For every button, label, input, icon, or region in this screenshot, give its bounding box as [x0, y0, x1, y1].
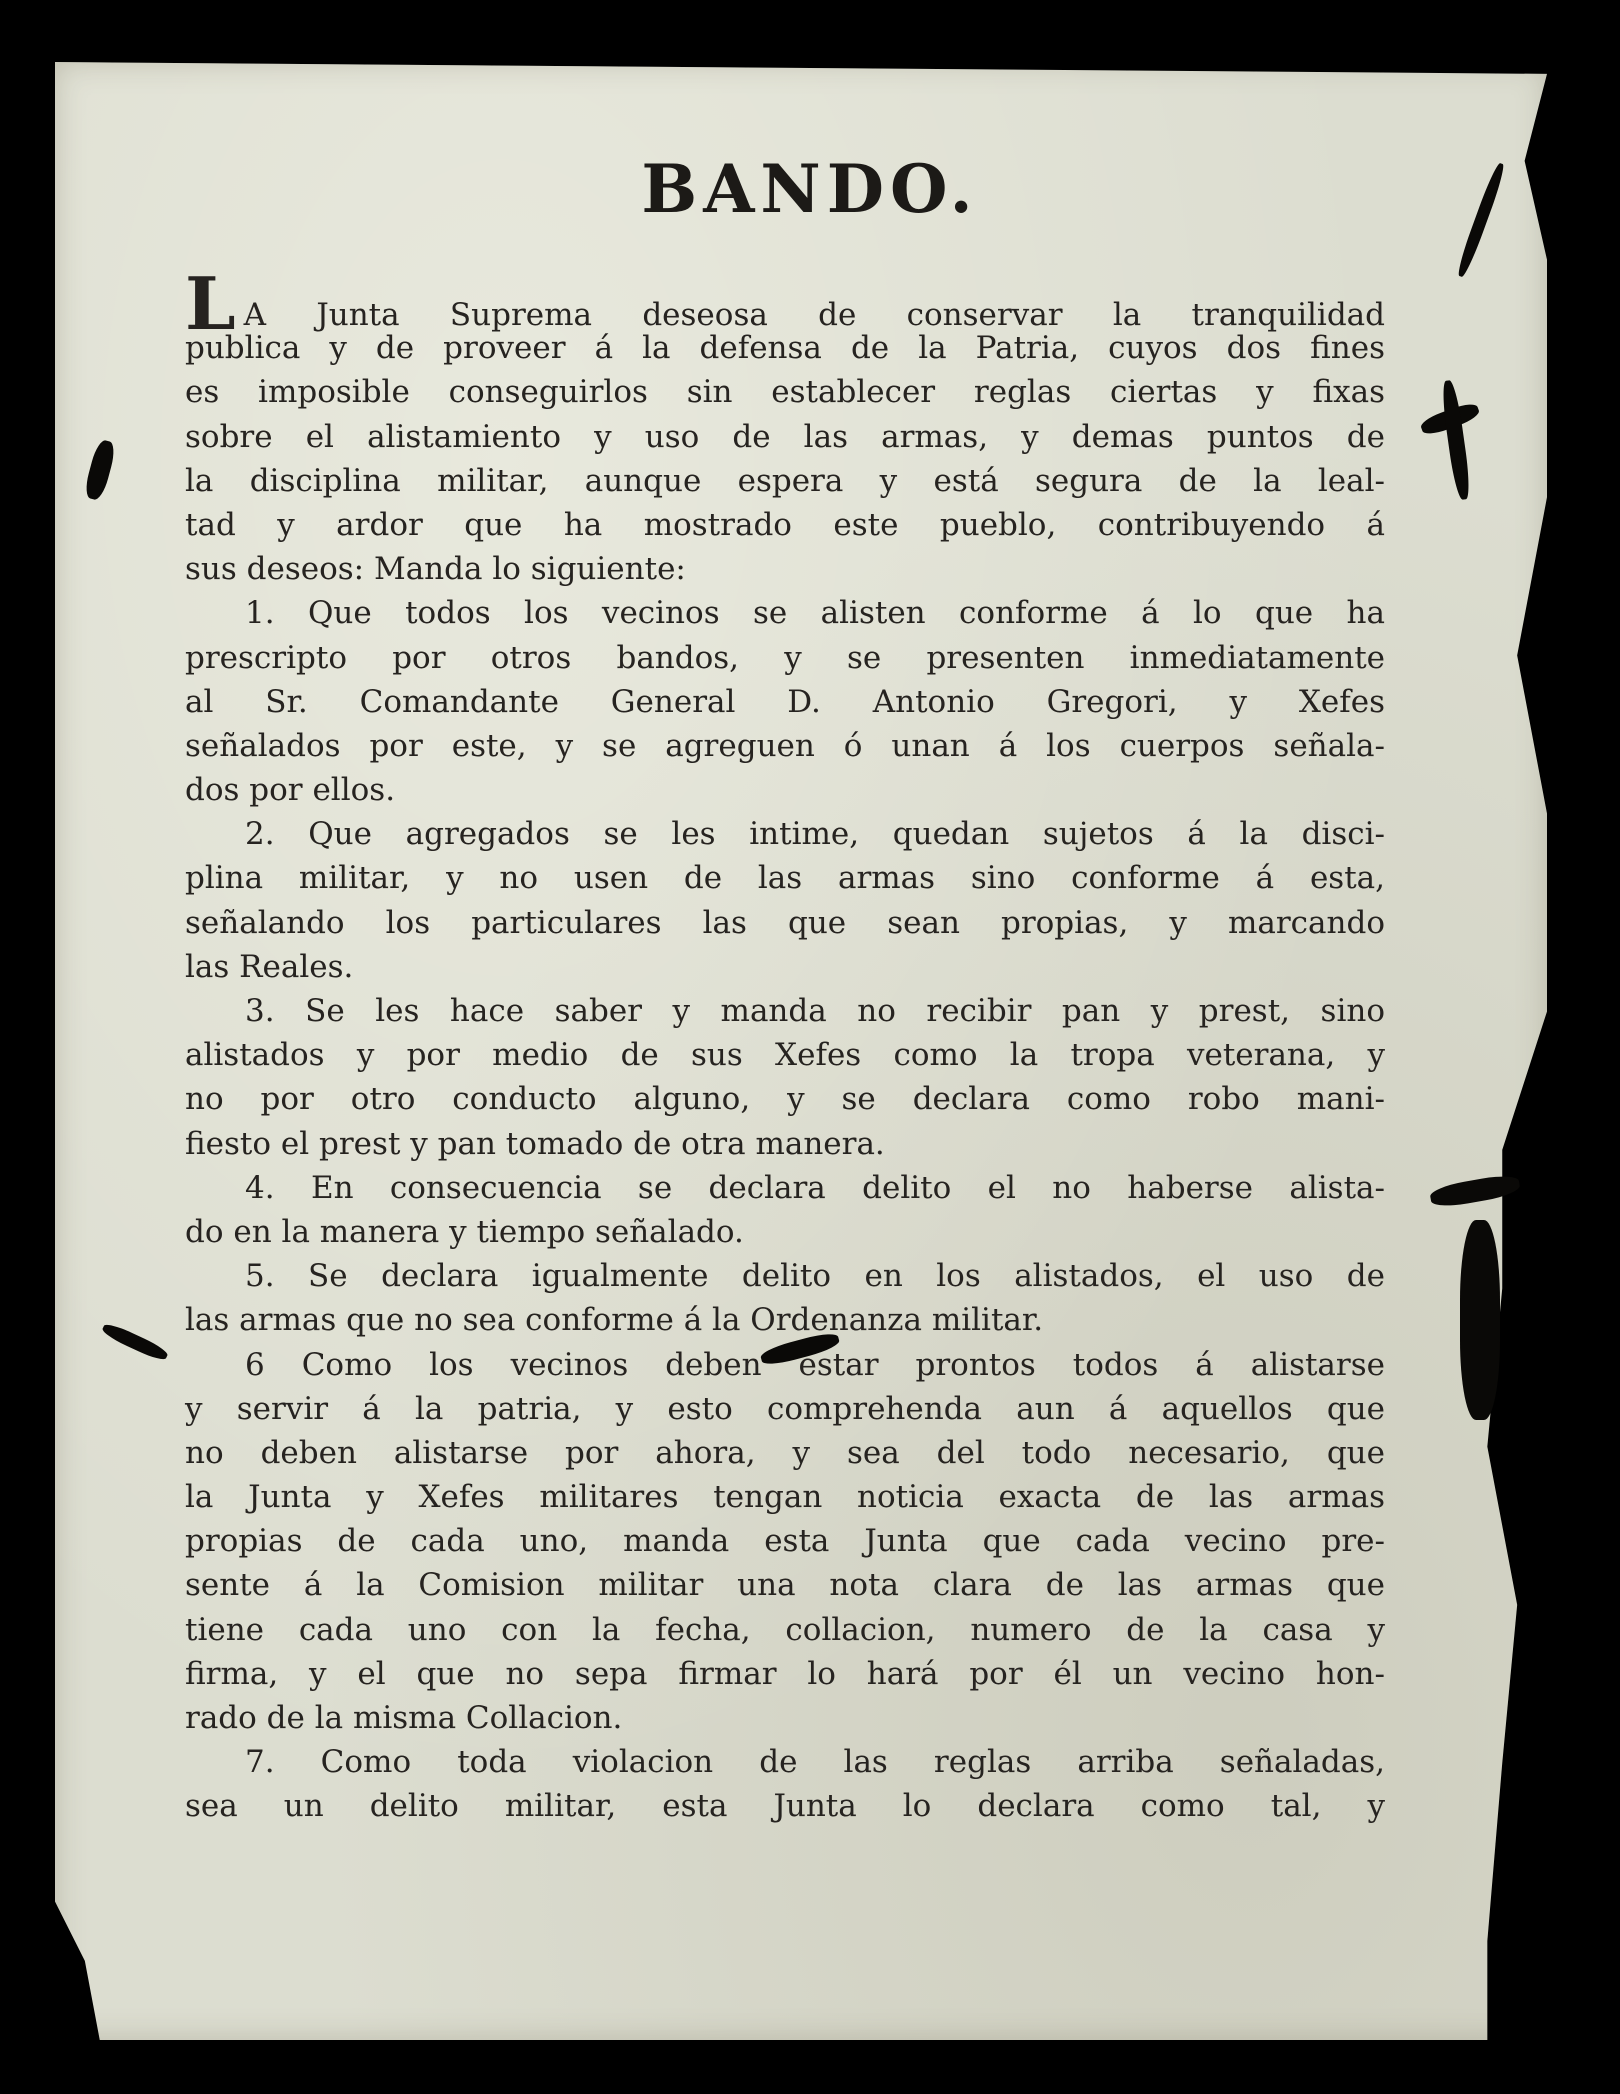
- text-line: es imposible conseguirlos sin establecer reglas ciertas y fixas: [185, 374, 1385, 411]
- text-line: sus deseos: Manda lo siguiente:: [185, 551, 686, 588]
- drop-cap: L: [185, 261, 236, 346]
- text-line: 4. En consecuencia se declara delito el no haberse alista-: [245, 1169, 1385, 1206]
- text-line: alistados y por medio de sus Xefes como la tropa veterana, y: [185, 1037, 1385, 1074]
- text-line: señalados por este, y se agreguen ó unan á los cuerpos señala-: [185, 727, 1385, 764]
- text-line: prescripto por otros bandos, y se presenten inmediatamente: [185, 639, 1385, 676]
- text-line: 6 Como los vecinos deben estar prontos todos á alistarse: [245, 1346, 1385, 1383]
- text-line: señalando los particulares las que sean propias, y marcando: [185, 904, 1385, 941]
- text-line: L A Junta Suprema deseosa de conservar la tranquilidad: [185, 261, 1385, 346]
- text-line: la disciplina militar, aunque espera y está segura de la leal-: [185, 462, 1385, 499]
- text-line: plina militar, y no usen de las armas sino conforme á esta,: [185, 860, 1385, 897]
- document-body: [185, 261, 1385, 1829]
- text-line: las Reales.: [185, 948, 354, 985]
- text-line: rado de la misma Collacion.: [185, 1700, 623, 1736]
- text-line: 1. Que todos los vecinos se alisten conforme á lo que ha: [245, 595, 1385, 632]
- ink-blot: [1460, 1220, 1500, 1420]
- text-line: tad y ardor que ha mostrado este pueblo, contribuyendo á: [185, 506, 1385, 543]
- text-line: y servir á la patria, y esto comprehenda aun á aquellos que: [185, 1390, 1385, 1427]
- text-line: sobre el alistamiento y uso de las armas, y demas puntos de: [185, 418, 1385, 455]
- text-line: firma, y el que no sepa firmar lo hará por él un vecino hon-: [185, 1655, 1385, 1692]
- text-line: las armas que no sea conforme á la Ordenanza militar.: [185, 1302, 1044, 1339]
- text-line: sea un delito militar, esta Junta lo declara como tal, y: [185, 1788, 1385, 1825]
- text-line: propias de cada uno, manda esta Junta que cada vecino pre-: [185, 1523, 1385, 1560]
- text-line: sente á la Comision militar una nota clara de las armas que: [185, 1567, 1385, 1604]
- text-line: no deben alistarse por ahora, y sea del todo necesario, que: [185, 1434, 1385, 1471]
- text-line: fiesto el prest y pan tomado de otra manera.: [185, 1125, 885, 1162]
- text-line: al Sr. Comandante General D. Antonio Gregori, y Xefes: [185, 683, 1385, 720]
- text-line: publica y de proveer á la defensa de la Patria, cuyos dos fines: [185, 330, 1385, 367]
- text-line: 3. Se les hace saber y manda no recibir pan y prest, sino: [245, 993, 1385, 1029]
- text-line: tiene cada uno con la fecha, collacion, numero de la casa y: [185, 1611, 1385, 1648]
- text-line: 2. Que agregados se les intime, quedan sujetos á la disci-: [245, 816, 1385, 853]
- text-line: 7. Como toda violacion de las reglas arriba señaladas,: [245, 1744, 1385, 1781]
- text-line: no por otro conducto alguno, y se declara como robo mani-: [185, 1081, 1385, 1118]
- text-line: dos por ellos.: [185, 772, 396, 809]
- text-line: do en la manera y tiempo señalado.: [185, 1213, 744, 1250]
- text-line: la Junta y Xefes militares tengan noticia exacta de las armas: [185, 1479, 1385, 1516]
- document-title: BANDO.: [641, 150, 979, 228]
- text-line: 5. Se declara igualmente delito en los alistados, el uso de: [245, 1258, 1385, 1295]
